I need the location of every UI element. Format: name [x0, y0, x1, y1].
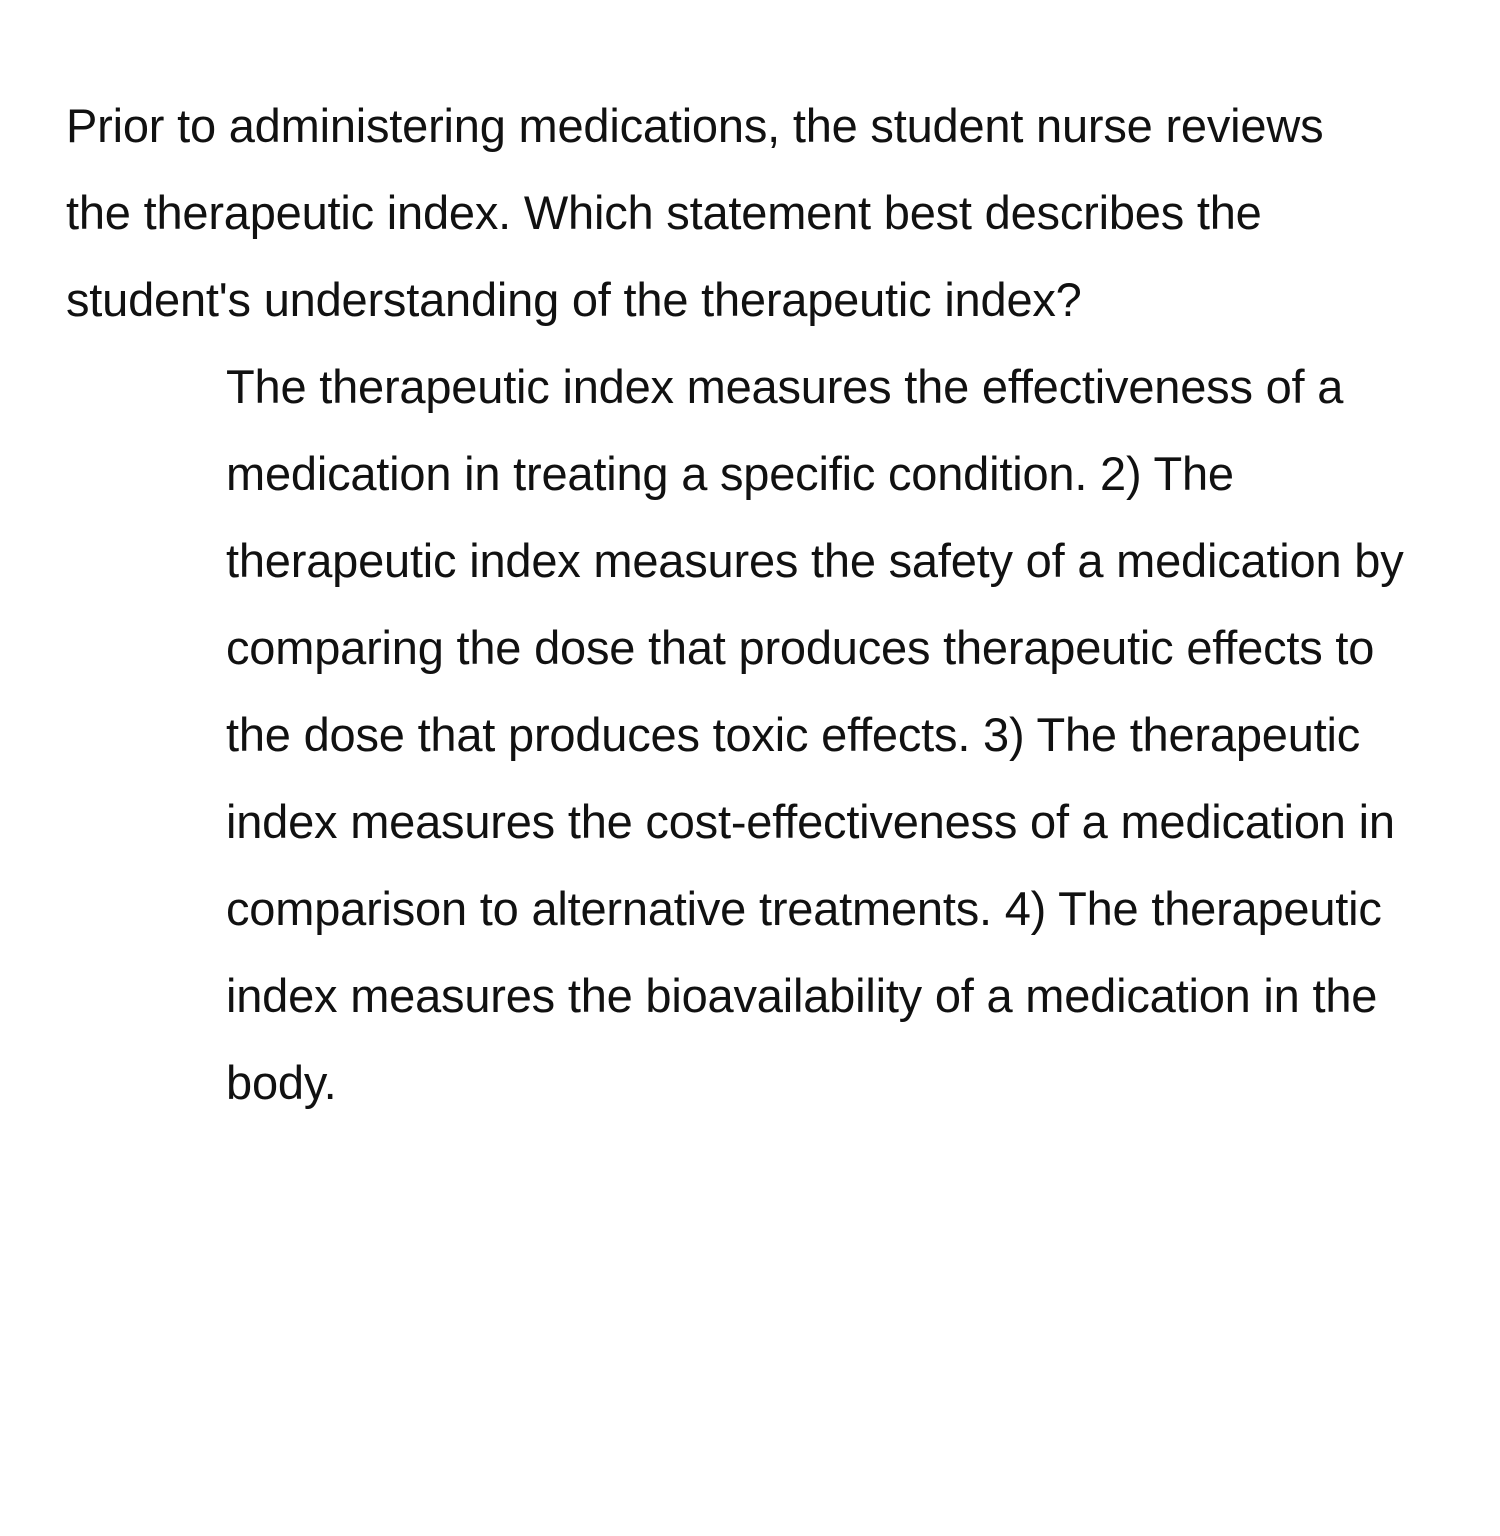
question-stem: Prior to administering medications, the student nurse reviews the therapeutic index. Which statement best describes the student's understanding of the therapeutic index? — [66, 99, 1324, 326]
answer-options-text: The therapeutic index measures the effectiveness of a medication in treating a specific condition. 2) The therapeutic index measures the safety of a medication by comparing the dose that produces therapeutic effects to the dose that produces toxic effects. 3) The therapeutic index measures the cost-effectiveness of a medication in comparison to alternative treatments. 4) The therapeutic index measures the bioavailability of a medication in the body. — [226, 360, 1404, 1109]
